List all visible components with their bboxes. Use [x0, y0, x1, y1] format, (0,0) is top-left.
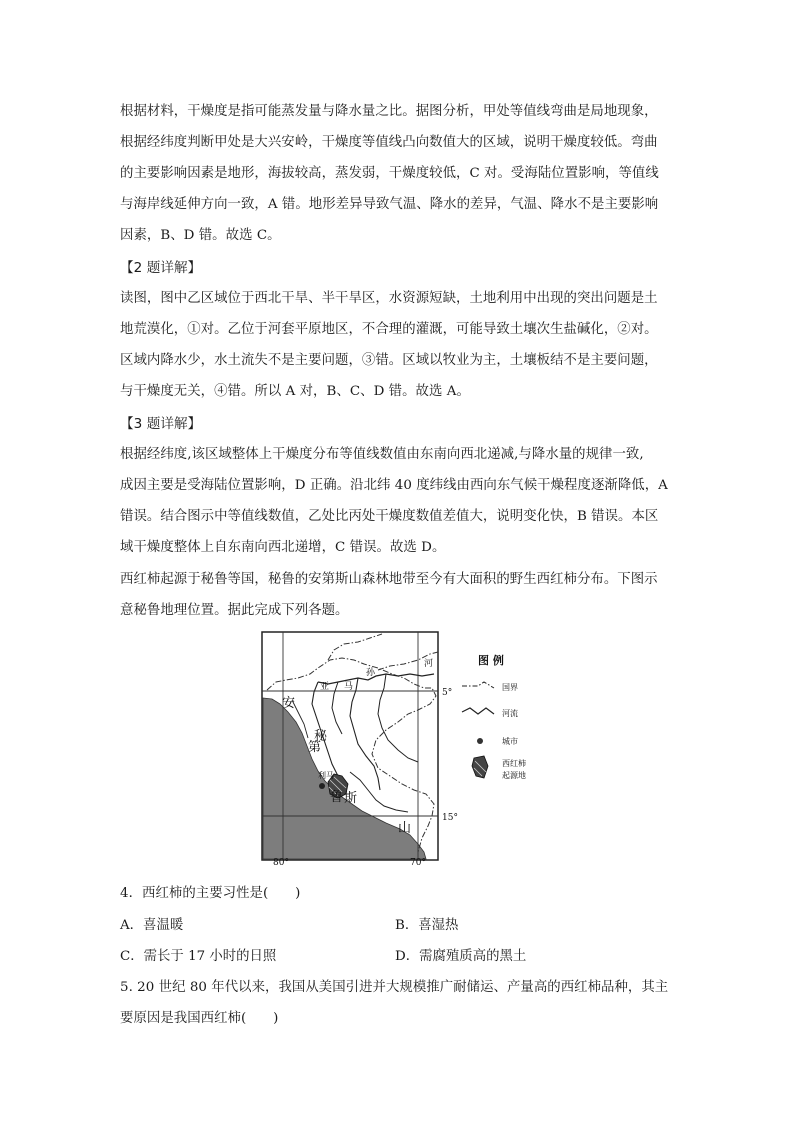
question-4-option-a: A．喜温暖 — [120, 918, 184, 933]
label-lu: 鲁 — [330, 790, 344, 805]
legend-river-symbol — [462, 708, 494, 714]
explanation-1-line-5: 因素，B、D 错。故选 C。 — [120, 228, 281, 243]
label-ma: 马 — [344, 682, 354, 692]
legend-origin-symbol — [472, 756, 488, 778]
label-di: 第 — [308, 740, 322, 755]
explanation-1-line-1: 根据材料，干燥度是指可能蒸发量与降水量之比。据图分析，甲处等值线弯曲是局地现象， — [120, 104, 658, 119]
legend-origin-label-2: 起源地 — [502, 771, 526, 780]
intro-line-1: 西红柿起源于秘鲁等国，秘鲁的安第斯山森林地带至今有大面积的野生西红柿分布。下图示 — [120, 572, 658, 587]
explanation-1-line-4: 与海岸线延伸方向一致，A 错。地形差异导致气温、降水的差异，气温、降水不是主要影响 — [120, 197, 659, 212]
explanation-2-line-1: 读图，图中乙区域位于西北干旱、半干旱区，水资源短缺，土地利用中出现的突出问题是土 — [120, 291, 658, 306]
peru-map-svg — [258, 630, 546, 866]
question-4-option-c: C．需长于 17 小时的日照 — [120, 949, 277, 964]
label-lima: 利马 — [318, 771, 334, 780]
lima-city-dot — [319, 783, 325, 789]
question-5-line-1: 5. 20 世纪 80 年代以来，我国从美国引进并大规模推广耐储运、产量高的西红柿品种，其主 — [120, 980, 669, 995]
explanation-2-line-2: 地荒漠化，①对。乙位于河套平原地区，不合理的灌溉，可能导致土壤次生盐碱化，②对。 — [120, 322, 658, 337]
map-legend — [462, 653, 526, 780]
label-si: 斯 — [344, 791, 358, 806]
heading-question-2: 【2 题详解】 — [120, 260, 202, 276]
label-bi: 秘 — [314, 729, 328, 744]
lat-15-label: 15° — [442, 813, 458, 823]
explanation-3-line-2: 成因主要是受海陆位置影响，D 正确。沿北纬 40 度纬线由西向东气候干燥程度逐渐降低，A — [120, 478, 668, 493]
explanation-3-line-3: 错误。结合图示中等值线数值，乙处比丙处干燥度数值差值大，说明变化快，B 错误。本区 — [120, 509, 659, 524]
explanation-3-line-1: 根据经纬度,该区域整体上干燥度分布等值线数值由东南向西北递减,与降水量的规律一致, — [120, 447, 644, 462]
explanation-1-line-2: 根据经纬度判断甲处是大兴安岭，干燥度等值线凸向数值大的区域，说明干燥度较低。弯曲 — [120, 135, 658, 150]
lat-5-label: 5° — [442, 688, 453, 698]
legend-border-label: 国界 — [502, 683, 518, 692]
explanation-1-line-3: 的主要影响因素是地形，海拔较高，蒸发弱，干燥度较低，C 对。受海陆位置影响，等值线 — [120, 166, 659, 181]
label-shan: 山 — [398, 821, 412, 836]
question-4-stem: 4．西红柿的主要习性是( ) — [120, 886, 301, 901]
lon-80-label: 80° — [273, 858, 289, 866]
label-he: 河 — [424, 659, 434, 669]
legend-title: 图 例 — [478, 654, 504, 667]
legend-city-label: 城市 — [502, 737, 518, 746]
label-an: 安 — [282, 696, 296, 711]
question-5-line-2: 要原因是我国西红柿( ) — [120, 1011, 279, 1026]
legend-origin-label-1: 西红柿 — [502, 759, 526, 768]
explanation-3-line-4: 域干燥度整体上自东南向西北递增，C 错误。故选 D。 — [120, 540, 446, 555]
lon-70-label: 70° — [410, 858, 426, 866]
explanation-2-line-3: 区域内降水少，水土流失不是主要问题，③错。区域以牧业为主，土壤板结不是主要问题， — [120, 353, 658, 368]
explanation-2-line-4: 与干燥度无关，④错。所以 A 对，B、C、D 错。故选 A。 — [120, 384, 470, 399]
legend-city-symbol — [477, 738, 483, 744]
heading-question-3: 【3 题详解】 — [120, 416, 202, 432]
question-4-option-b: B．喜湿热 — [395, 918, 459, 933]
peru-map-figure — [258, 630, 546, 866]
question-4-option-d: D．需腐殖质高的黑土 — [395, 949, 527, 964]
legend-border-symbol — [462, 682, 494, 688]
label-ya: 亚 — [320, 682, 330, 692]
label-sun: 孙 — [366, 668, 376, 678]
legend-river-label: 河流 — [502, 709, 518, 718]
intro-line-2: 意秘鲁地理位置。据此完成下列各题。 — [120, 603, 349, 618]
